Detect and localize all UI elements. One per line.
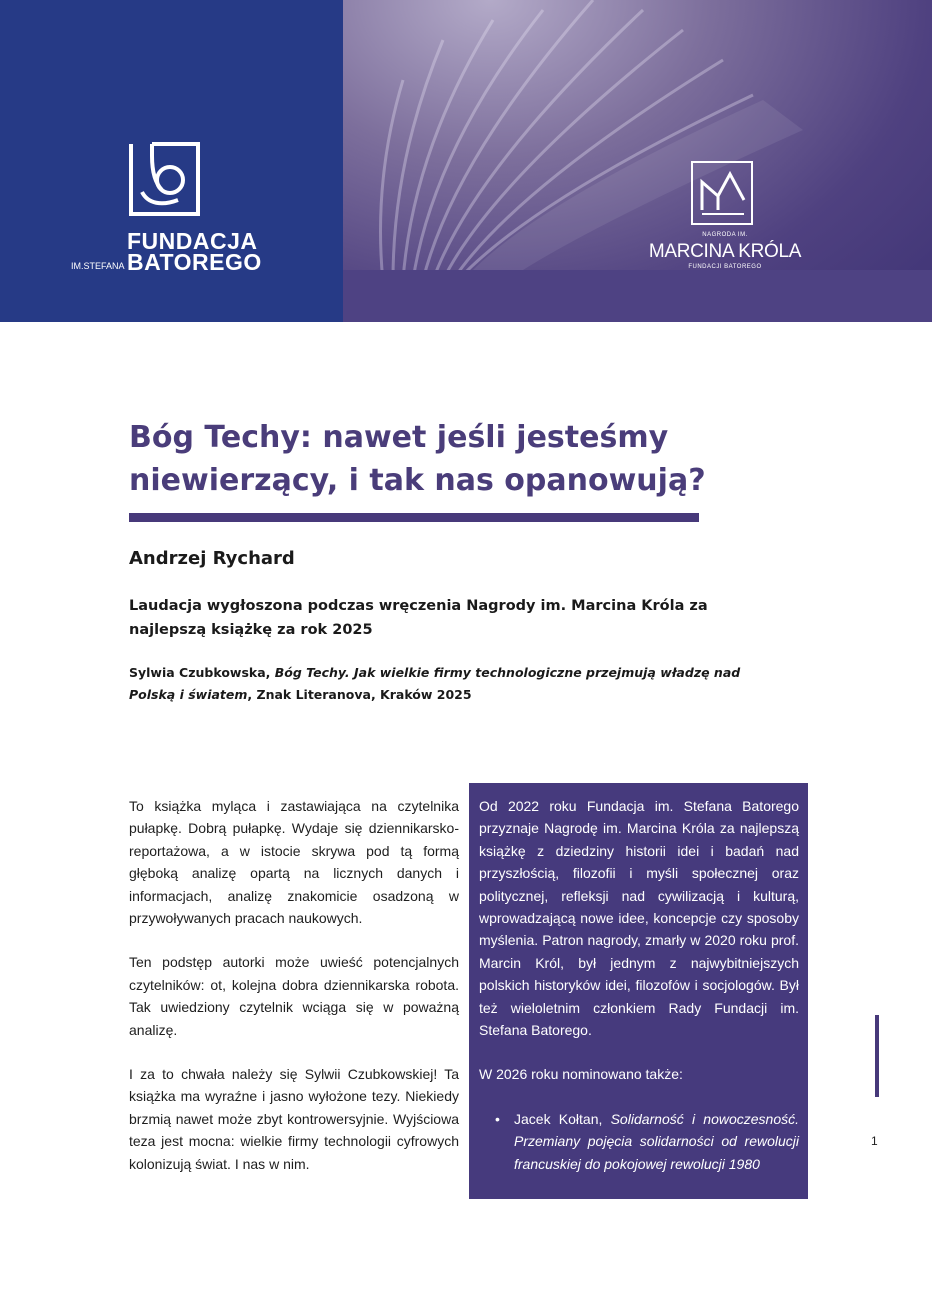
nagroda-logo-mark-icon bbox=[690, 160, 754, 226]
page-number: 1 bbox=[871, 1134, 878, 1148]
nagroda-logo-name: MARCINA KRÓLA bbox=[648, 241, 802, 262]
nominee-title: Solidarność i nowoczesność. Przemiany pojęcia solidarności od rewolucji francuskiej do pokojowej rewolucji 1980 bbox=[514, 1110, 799, 1172]
article-subtitle: Laudacja wygłoszona podczas wręczenia Nagrody im. Marcina Króla za najlepszą książkę za rok 2025 bbox=[129, 598, 708, 638]
nagroda-marcina-krola-logo bbox=[640, 160, 810, 280]
list-item bbox=[479, 1108, 799, 1175]
bullet-icon: • bbox=[495, 1110, 500, 1127]
header-book-photo bbox=[343, 0, 932, 322]
award-info-box bbox=[469, 783, 808, 1199]
nominees-list bbox=[479, 1108, 799, 1175]
page-side-rule bbox=[875, 1015, 879, 1097]
fundacja-logo-line1: FUNDACJA bbox=[127, 228, 258, 254]
body-paragraph: Ten podstęp autorki może uwieść potencjalnych czytelników: ot, kolejna dobra dziennikarska robota. Tak uwiedziony czytelnik wciąga się w poważną analizę. bbox=[129, 954, 459, 1038]
fundacja-logo-mark-icon bbox=[128, 142, 200, 216]
page-header bbox=[0, 0, 932, 322]
fundacja-batorego-logo bbox=[68, 142, 268, 282]
article-author: Andrzej Rychard bbox=[129, 548, 295, 569]
article-body bbox=[129, 795, 459, 1197]
header-color-band bbox=[343, 270, 932, 322]
book-author: Sylwia Czubkowska, bbox=[129, 665, 275, 680]
fundacja-logo-prefix: IM.STEFANA bbox=[71, 261, 125, 271]
fundacja-logo-line2: BATOREGO bbox=[127, 249, 262, 275]
body-paragraph: To książka myląca i zastawiająca na czytelnika pułapkę. Dobrą pułapkę. Wydaje się dziennikarsko-reportażowa, a w istocie skrywa pod tą formą głęboką analizę opartą na licznych danych i informacjach, analizę znakomicie osadzoną w przywoływanych pracach naukowych. bbox=[129, 798, 459, 927]
title-underline bbox=[129, 513, 699, 522]
nagroda-logo-prefix: NAGRODA IM. bbox=[702, 232, 748, 238]
award-info-content bbox=[479, 795, 799, 1175]
article-title: Bóg Techy: nawet jeśli jesteśmy niewierzący, i tak nas opanowują? bbox=[129, 420, 706, 498]
book-reference bbox=[129, 662, 789, 706]
nominated-heading: W 2026 roku nominowano także: bbox=[479, 1066, 683, 1083]
header-left-panel bbox=[0, 0, 343, 322]
book-publisher: , Znak Literanova, Kraków 2025 bbox=[247, 687, 472, 702]
nominee-author: Jacek Kołtan, bbox=[514, 1110, 611, 1127]
nagroda-logo-suffix: FUNDACJI BATOREGO bbox=[688, 264, 762, 270]
book-title: Bóg Techy. Jak wielkie firmy technologiczne przejmują władzę nad Polską i światem bbox=[129, 665, 741, 702]
award-intro: Od 2022 roku Fundacja im. Stefana Batorego przyznaje Nagrodę im. Marcina Króla za najlepszą książkę z dziedziny historii idei i badań nad przyszłością, filozofii i myśli społecznej oraz politycznej, refleksji nad cywilizacją i kulturą, wprowadzającą nowe idee, koncepcje czy sposoby myślenia. Patron nagrody, zmarły w 2020 roku prof. Marcin Król, był jednym z najwybitniejszych polskich historyków idei, filozofów i socjologów. Był też wieloletnim członkiem Rady Fundacji im. Stefana Batorego. bbox=[479, 798, 799, 1039]
body-paragraph: I za to chwała należy się Sylwii Czubkowskiej! Ta książka ma wyraźne i jasno wyłożone tezy. Niekiedy brzmią nawet może zbyt kontrowersyjnie. Wyjściowa teza jest mocna: wielkie firmy technologii cyfrowych kolonizują świat. I nas w nim. bbox=[129, 1066, 459, 1172]
